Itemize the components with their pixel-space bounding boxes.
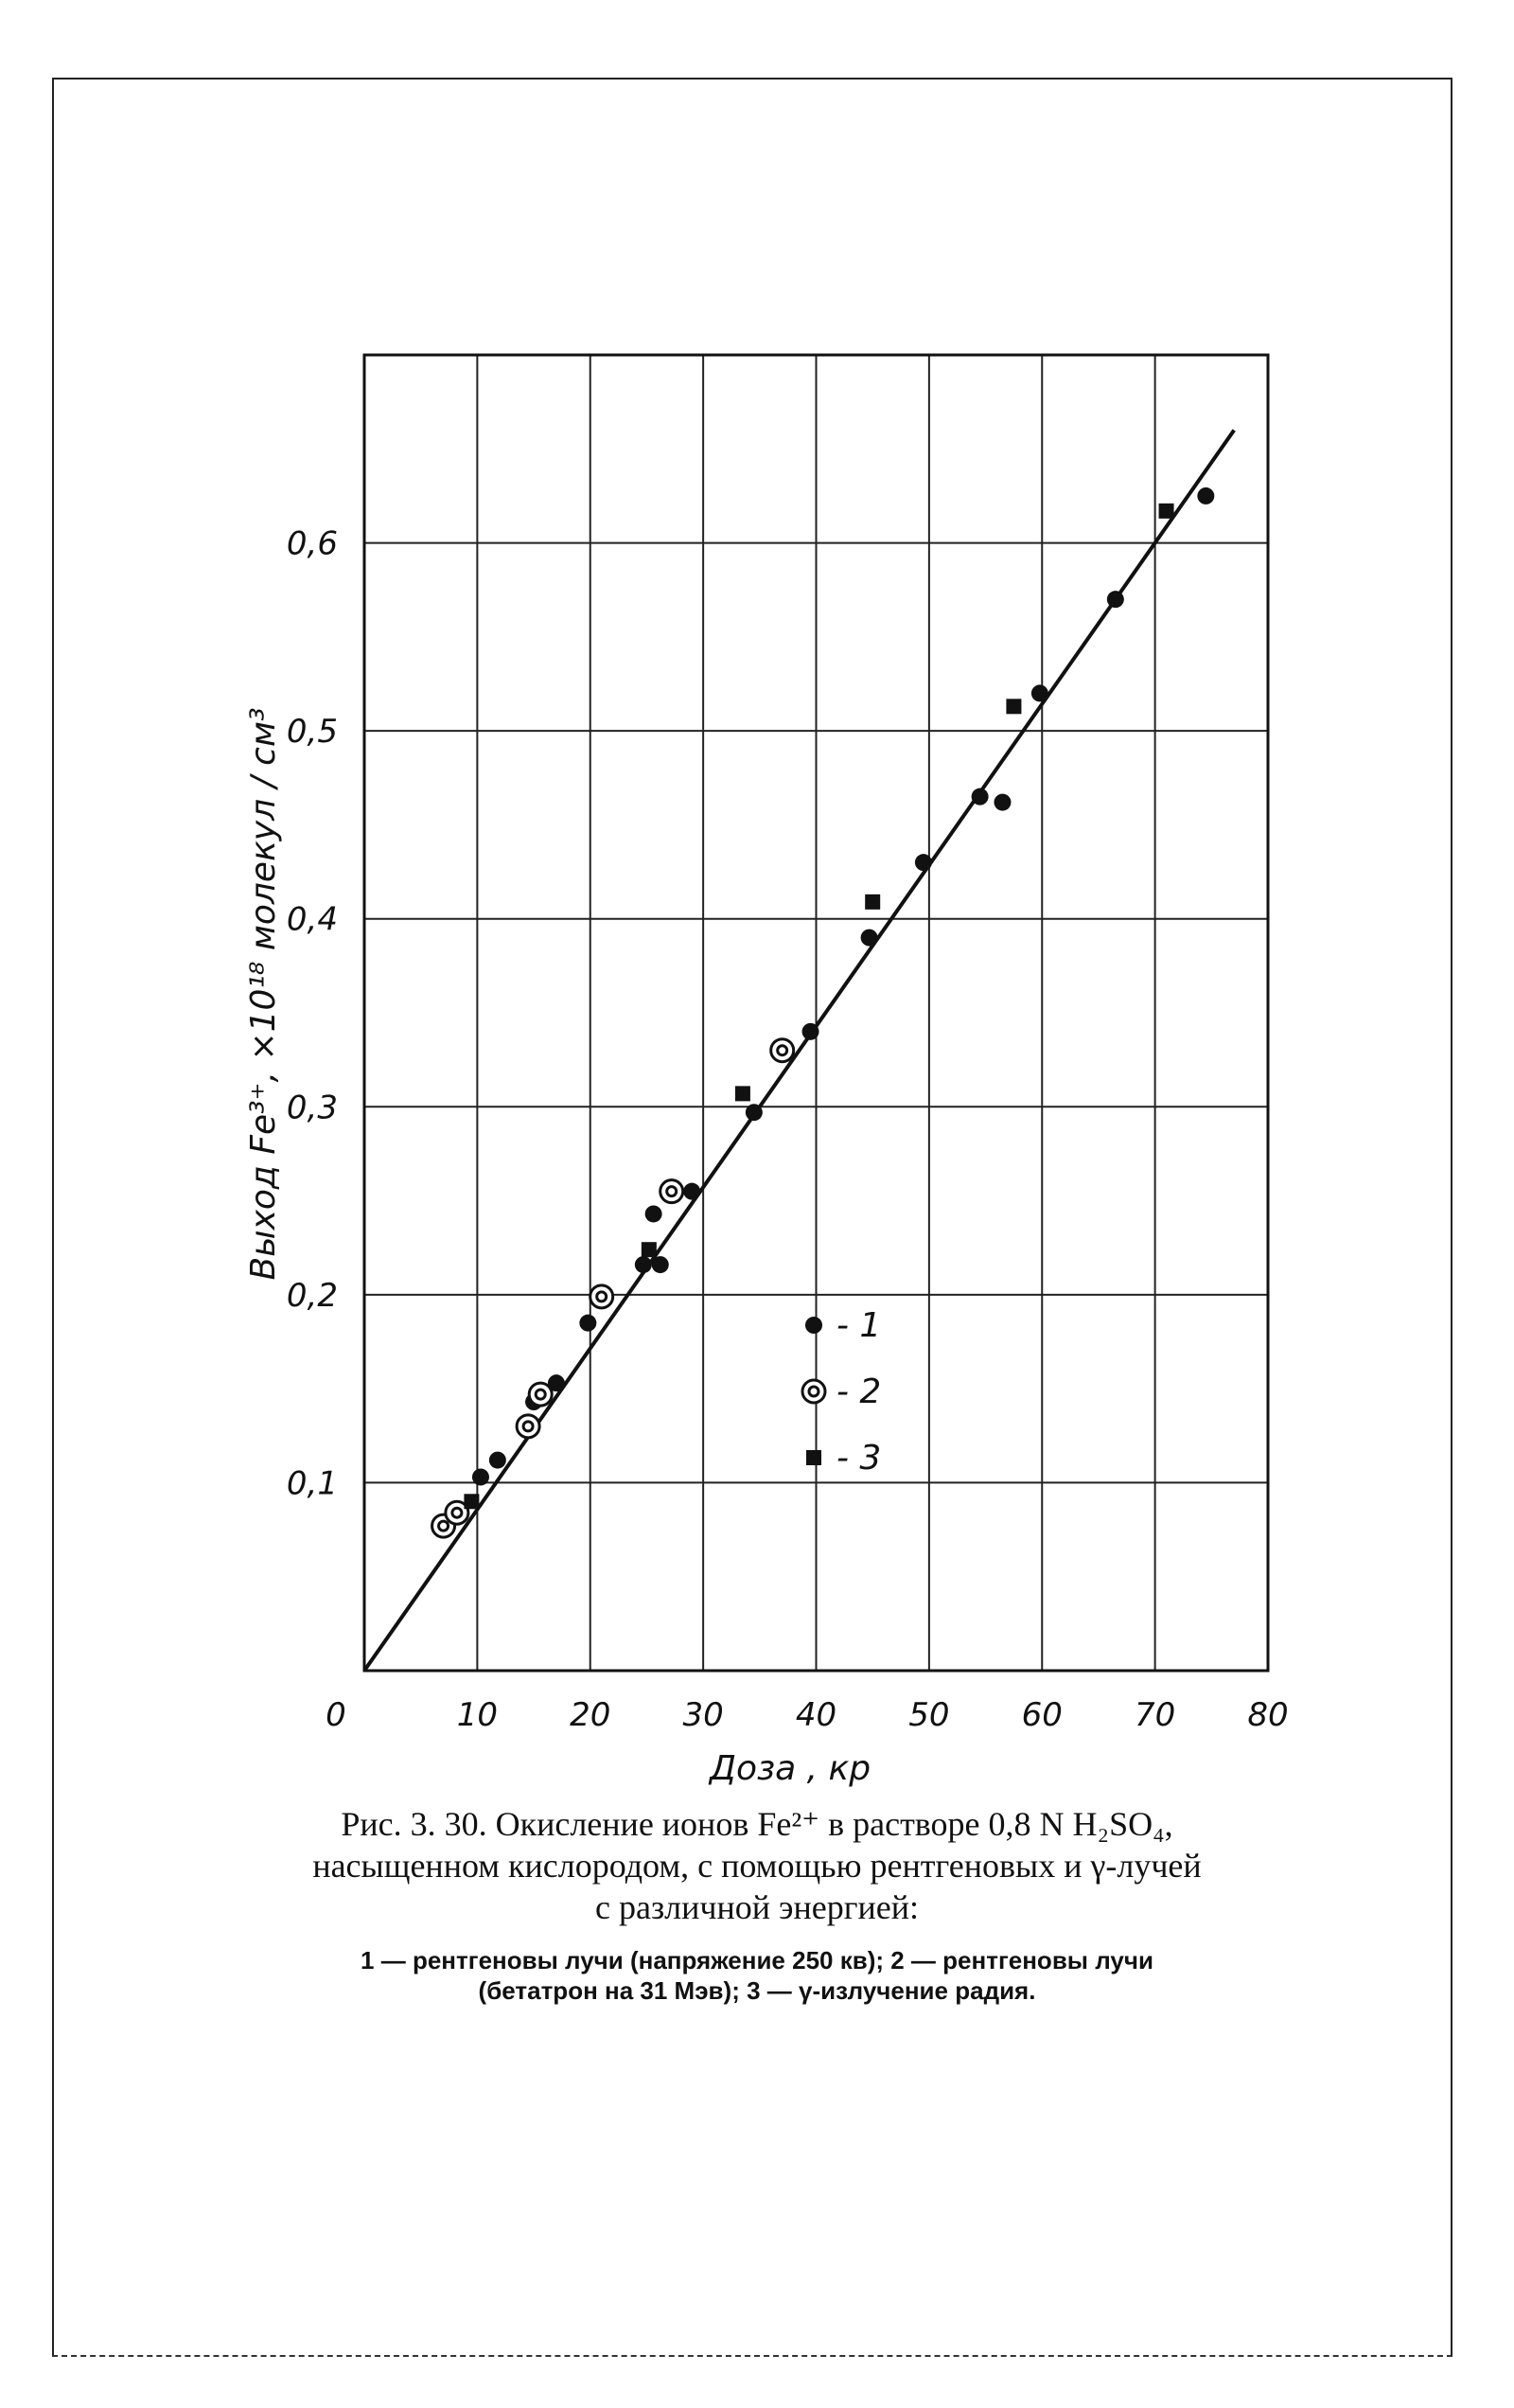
legend-note [189,1945,1325,2006]
x-axis-label: Доза , кр [709,1749,871,1788]
caption-line-1: Рис. 3. 30. Окисление ионов Fe²⁺ в растворе 0,8 N H₂SO₄, [341,1805,1173,1843]
data-point-series-1 [1107,591,1124,608]
data-point-series-1 [972,788,989,806]
x-tick-label: 30 [682,1696,724,1734]
data-point-series-1 [683,1183,700,1200]
legend-note-line-1: 1 — рентгеновы лучи (напряжение 250 кв); 2 — рентгеновы лучи [361,1946,1153,1974]
legend-label-series-3: - 3 [836,1439,882,1478]
data-point-series-2 [660,1180,683,1203]
y-tick-label: 0,5 [286,713,338,752]
legend-marker-series-2 [802,1380,825,1403]
y-tick-label: 0,6 [286,524,338,563]
x-tick-label: 10 [456,1696,499,1734]
y-axis-label: Выход Fe³⁺, ×10¹⁸ молекул / см³ [244,707,283,1281]
data-point-series-1 [645,1205,662,1222]
marker-outer-ring [529,1383,552,1406]
data-point-series-1 [579,1315,596,1332]
data-point-series-1 [472,1468,489,1485]
marker-outer-ring [590,1285,613,1308]
data-point-series-1 [1031,684,1048,701]
legend-label-series-1: - 1 [836,1306,882,1345]
marker-outer-ring [771,1039,794,1062]
data-point-series-3 [1006,699,1021,714]
marker-outer-ring [660,1180,683,1203]
data-point-series-1 [652,1256,669,1273]
data-point-series-3 [865,894,880,910]
x-tick-label: 0 [326,1696,346,1734]
y-tick-label: 0,2 [286,1276,338,1315]
data-points [432,487,1215,1537]
figure-caption [142,1803,1372,1928]
legend-marker-series-3 [806,1450,821,1465]
x-tick-label: 80 [1247,1696,1289,1734]
y-tick-label: 0,4 [286,900,338,939]
x-tick-label: 50 [908,1696,950,1734]
data-point-series-3 [464,1494,479,1509]
data-point-series-3 [1159,504,1174,519]
chart-grid [364,355,1268,1671]
legend-note-line-2: (бетатрон на 31 Мэв); 3 — γ-излучение радия. [478,1976,1036,2005]
data-point-series-2 [517,1415,539,1438]
data-point-series-2 [771,1039,794,1062]
legend-label-series-2: - 2 [836,1372,882,1411]
data-point-series-1 [489,1452,506,1469]
data-point-series-2 [529,1383,552,1406]
marker-outer-ring [517,1415,539,1438]
caption-line-3: с различной энергией: [594,1888,920,1926]
y-tick-label: 0,3 [286,1089,338,1127]
x-tick-label: 20 [570,1696,611,1734]
legend-marker-series-1 [805,1317,822,1334]
data-point-series-1 [994,794,1011,811]
data-point-series-1 [635,1256,652,1273]
x-tick-label: 40 [795,1696,837,1734]
x-tick-label: 70 [1134,1696,1176,1734]
data-point-series-1 [861,930,878,947]
fit-line [364,430,1234,1671]
y-tick-label: 0,1 [286,1464,338,1503]
data-point-series-3 [735,1086,750,1101]
data-point-series-1 [1197,487,1214,505]
legend [802,1306,881,1478]
tick-labels [287,525,1289,1734]
data-point-series-2 [590,1285,613,1308]
x-tick-label: 60 [1021,1696,1063,1734]
data-point-series-1 [746,1104,763,1121]
caption-line-2: насыщенном кислородом, с помощью рентгеновых и γ-лучей [312,1847,1202,1885]
data-point-series-1 [802,1023,819,1040]
data-point-series-3 [642,1242,657,1257]
marker-outer-ring [802,1380,825,1403]
data-point-series-1 [915,854,932,871]
